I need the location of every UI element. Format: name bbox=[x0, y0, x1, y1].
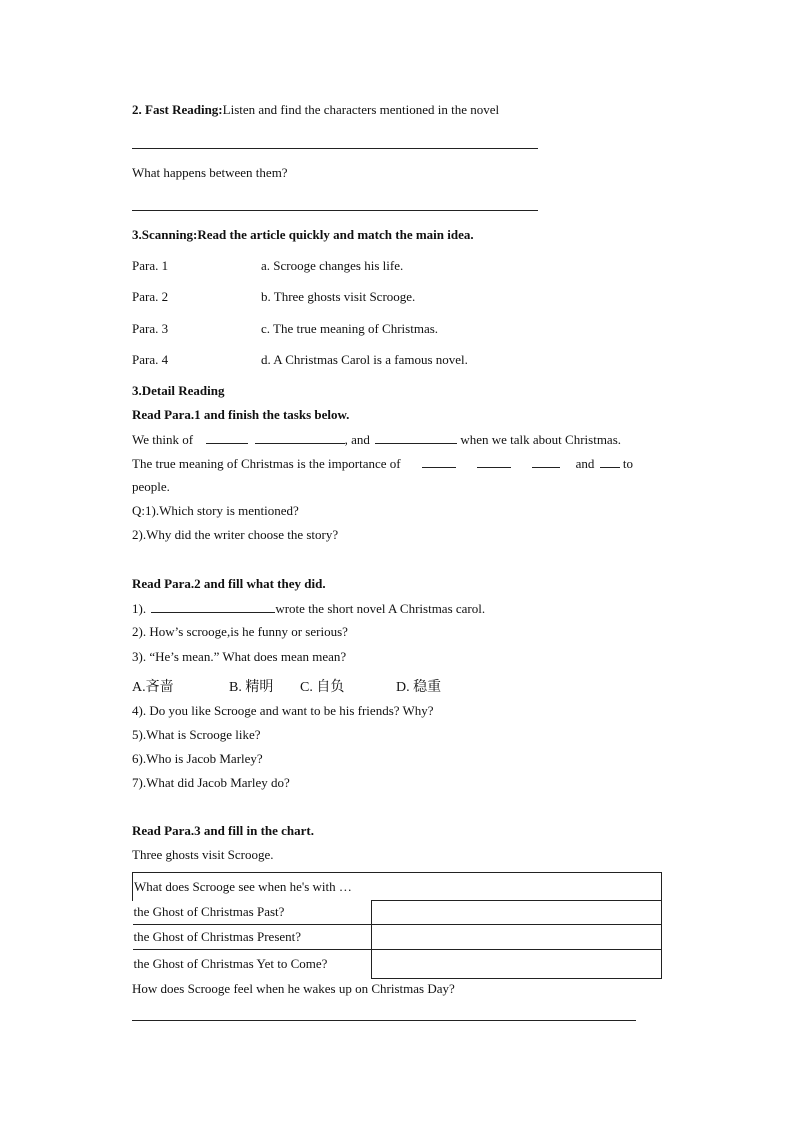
para2-heading: Read Para.2 and fill what they did. bbox=[132, 576, 326, 591]
chart-header: What does Scrooge see when he's with … bbox=[133, 873, 662, 901]
para2-question-2: 2). How’s scrooge,is he funny or serious? bbox=[132, 624, 348, 639]
scan-main-idea: d. A Christmas Carol is a famous novel. bbox=[261, 352, 468, 367]
chart-ghost-label: the Ghost of Christmas Yet to Come? bbox=[133, 950, 372, 979]
para1-heading: Read Para.1 and finish the tasks below. bbox=[132, 407, 350, 422]
scan-para-label: Para. 4 bbox=[132, 352, 169, 367]
para2-question-1 bbox=[132, 600, 485, 617]
para1-importance-line bbox=[132, 455, 633, 472]
para2-question-6: 6).Who is Jacob Marley? bbox=[132, 751, 263, 766]
option-d[interactable]: D. 稳重 bbox=[396, 680, 442, 695]
para2-question-3: 3). “He’s mean.” What does mean mean? bbox=[132, 649, 347, 664]
para1-and: and bbox=[575, 456, 595, 471]
scan-main-idea: c. The true meaning of Christmas. bbox=[261, 321, 439, 336]
scan-para-label: Para. 3 bbox=[132, 321, 169, 336]
chart-row bbox=[133, 950, 662, 979]
blank-6[interactable] bbox=[532, 455, 560, 468]
para1-fill-line bbox=[132, 431, 621, 448]
chart-answer-cell[interactable] bbox=[371, 901, 662, 925]
detail-reading-title: 3.Detail Reading bbox=[132, 383, 225, 398]
chart-answer-cell[interactable] bbox=[371, 925, 662, 950]
blank-3[interactable] bbox=[375, 431, 457, 444]
para3-heading: Read Para.3 and fill in the chart. bbox=[132, 823, 314, 838]
chart-ghost-label: the Ghost of Christmas Past? bbox=[133, 901, 372, 925]
fast-reading-question: What happens between them? bbox=[132, 165, 288, 180]
chart-header-row bbox=[133, 873, 662, 901]
option-b[interactable]: B. 精明 bbox=[229, 680, 274, 695]
para1-importance-text: The true meaning of Christmas is the importance of bbox=[132, 456, 401, 471]
chart-answer-cell[interactable] bbox=[371, 950, 662, 979]
blank-4[interactable] bbox=[422, 455, 456, 468]
option-c[interactable]: C. 自负 bbox=[300, 680, 345, 695]
chart-ghost-label: the Ghost of Christmas Present? bbox=[133, 925, 372, 950]
para1-text-a: We think of bbox=[132, 432, 194, 447]
q1-number: 1). bbox=[132, 601, 147, 616]
scan-main-idea: a. Scrooge changes his life. bbox=[261, 258, 404, 273]
para2-question-4: 4). Do you like Scrooge and want to be his friends? Why? bbox=[132, 703, 434, 718]
para1-question-1: Q:1).Which story is mentioned? bbox=[132, 503, 299, 518]
answer-line-happens[interactable] bbox=[132, 210, 538, 211]
blank-5[interactable] bbox=[477, 455, 511, 468]
para1-to: to bbox=[622, 456, 634, 471]
ghost-chart bbox=[132, 872, 662, 979]
para3-intro: Three ghosts visit Scrooge. bbox=[132, 847, 274, 862]
para1-text-c: when we talk about Christmas. bbox=[460, 432, 622, 447]
para1-people: people. bbox=[132, 479, 170, 494]
scan-para-label: Para. 2 bbox=[132, 289, 169, 304]
para1-text-b: , and bbox=[344, 432, 370, 447]
blank-2[interactable] bbox=[255, 431, 345, 444]
chart-row bbox=[133, 901, 662, 925]
option-a[interactable]: A.吝啬 bbox=[132, 680, 174, 695]
chart-row bbox=[133, 925, 662, 950]
blank-1[interactable] bbox=[206, 431, 248, 444]
scan-main-idea: b. Three ghosts visit Scrooge. bbox=[261, 289, 416, 304]
blank-7[interactable] bbox=[600, 455, 620, 468]
scanning-title: 3.Scanning:Read the article quickly and match the main idea. bbox=[132, 227, 474, 242]
answer-line-feel[interactable] bbox=[132, 1020, 636, 1021]
blank-author[interactable] bbox=[151, 600, 275, 613]
para1-question-2: 2).Why did the writer choose the story? bbox=[132, 527, 339, 542]
fast-reading-instruction: Listen and find the characters mentioned in the novel bbox=[222, 102, 500, 117]
fast-reading-line bbox=[132, 102, 499, 118]
scan-para-label: Para. 1 bbox=[132, 258, 169, 273]
answer-line-characters[interactable] bbox=[132, 148, 538, 149]
final-question: How does Scrooge feel when he wakes up on Christmas Day? bbox=[132, 981, 455, 996]
q1-text: wrote the short novel A Christmas carol. bbox=[275, 601, 486, 616]
para2-question-7: 7).What did Jacob Marley do? bbox=[132, 775, 290, 790]
fast-reading-title: 2. Fast Reading: bbox=[132, 102, 223, 117]
para2-question-5: 5).What is Scrooge like? bbox=[132, 727, 261, 742]
